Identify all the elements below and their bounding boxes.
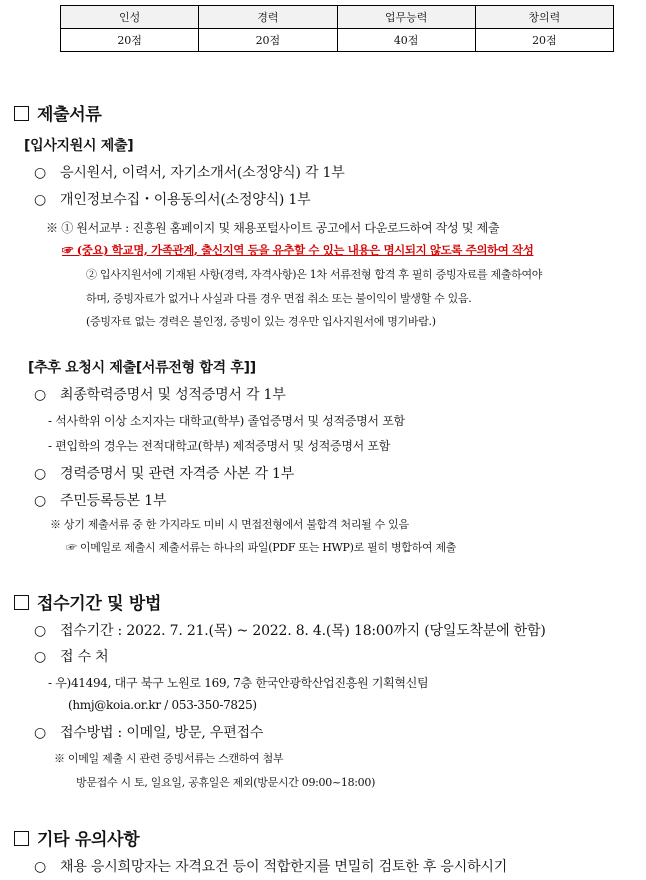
list-item	[34, 722, 263, 742]
note-line: ☞ 이메일로 제출시 제출서류는 하나의 파일(PDF 또는 HWP)로 필히 병합하여 제출	[66, 541, 457, 554]
circle-bullet-icon: ○	[34, 725, 47, 741]
list-item	[34, 490, 166, 510]
section-title-text: 기타 유의사항	[37, 830, 140, 850]
list-item-text: 경력증명서 및 관련 자격증 사본 각 1부	[60, 466, 295, 482]
section-title-etc	[14, 825, 139, 850]
contact-line: (hmj@koia.or.kr / 053-350-7825)	[68, 698, 257, 712]
note-line: (증빙자료 없는 경력은 불인정, 증빙이 있는 경우만 입사지원서에 명기바람.)	[86, 315, 436, 328]
circle-bullet-icon: ○	[34, 165, 47, 181]
subsection-title-apply: [입사지원시 제출]	[24, 138, 134, 154]
circle-bullet-icon: ○	[34, 387, 47, 403]
score-value-cell: 20점	[61, 29, 199, 52]
score-value-cell: 20점	[475, 29, 613, 52]
address-line: - 우)41494, 대구 북구 노원로 169, 7층 한국안광학산업진흥원 기획혁신팀	[48, 676, 429, 690]
score-table-header-row	[61, 6, 614, 29]
score-header-cell: 업무능력	[337, 6, 475, 29]
circle-bullet-icon: ○	[34, 623, 47, 639]
note-line: 하며, 증빙자료가 없거나 사실과 다를 경우 면접 취소 또는 불이익이 발생할 수 있음.	[86, 292, 472, 305]
circle-bullet-icon: ○	[34, 649, 47, 665]
sub-item: - 편입학의 경우는 전적대학교(학부) 제적증명서 및 성적증명서 포함	[48, 439, 391, 453]
sub-item: - 석사학위 이상 소지자는 대학교(학부) 졸업증명서 및 성적증명서 포함	[48, 414, 405, 428]
checkbox-square-icon	[14, 595, 29, 610]
list-item	[34, 856, 507, 876]
list-item	[34, 162, 345, 182]
note-line: 방문접수 시 토, 일요일, 공휴일은 제외(방문시간 09:00~18:00)	[76, 776, 376, 789]
section-title-documents	[14, 100, 102, 125]
circle-bullet-icon: ○	[34, 466, 47, 482]
section-title-text: 접수기간 및 방법	[37, 594, 162, 614]
circle-bullet-icon: ○	[34, 493, 47, 509]
list-item	[34, 384, 286, 404]
list-item-text: 주민등록등본 1부	[60, 493, 167, 509]
section-title-reception	[14, 589, 161, 614]
note-line: ※ 상기 제출서류 중 한 가지라도 미비 시 면접전형에서 불합격 처리될 수 있음	[50, 518, 409, 531]
circle-bullet-icon: ○	[34, 859, 47, 875]
score-value-cell: 40점	[337, 29, 475, 52]
checkbox-square-icon	[14, 831, 29, 846]
list-item	[34, 646, 108, 666]
score-header-cell: 창의력	[475, 6, 613, 29]
score-header-cell: 경력	[199, 6, 337, 29]
note-line: ※ ① 원서교부 : 진흥원 홈페이지 및 채용포털사이트 공고에서 다운로드하여 작성 및 제출	[46, 221, 500, 235]
note-line: ※ 이메일 제출 시 관련 증빙서류는 스캔하여 첨부	[54, 752, 284, 765]
score-header-cell: 인성	[61, 6, 199, 29]
list-item	[34, 189, 310, 209]
list-item-text: 채용 응시희망자는 자격요건 등이 적합한지를 면밀히 검토한 후 응시하시기	[60, 859, 508, 875]
list-item-text: 접 수 처	[60, 649, 109, 665]
list-item-text: 최종학력증명서 및 성적증명서 각 1부	[60, 387, 286, 403]
list-item-text: 응시원서, 이력서, 자기소개서(소정양식) 각 1부	[60, 165, 345, 181]
score-value-cell: 20점	[199, 29, 337, 52]
list-item-text: 개인정보수집・이용동의서(소정양식) 1부	[60, 192, 311, 208]
list-item	[34, 463, 294, 483]
score-table-value-row	[61, 29, 614, 52]
subsection-title-later: [추후 요청시 제출[서류전형 합격 후]]	[28, 360, 256, 376]
warning-line: ☞ (중요) 학교명, 가족관계, 출신지역 등을 유추할 수 있는 내용은 명시되지 않도록 주의하여 작성	[62, 243, 534, 257]
score-table	[60, 5, 614, 52]
list-item	[34, 620, 546, 640]
checkbox-square-icon	[14, 106, 29, 121]
section-title-text: 제출서류	[37, 105, 102, 125]
list-item-text: 접수방법 : 이메일, 방문, 우편접수	[60, 725, 264, 741]
note-line: ② 입사지원서에 기재된 사항(경력, 자격사항)은 1차 서류전형 합격 후 필히 증빙자료를 제출하여야	[86, 268, 543, 281]
list-item-text: 접수기간 : 2022. 7. 21.(목) ~ 2022. 8. 4.(목) 18:00까지 (당일도착분에 한함)	[60, 623, 546, 639]
circle-bullet-icon: ○	[34, 192, 47, 208]
